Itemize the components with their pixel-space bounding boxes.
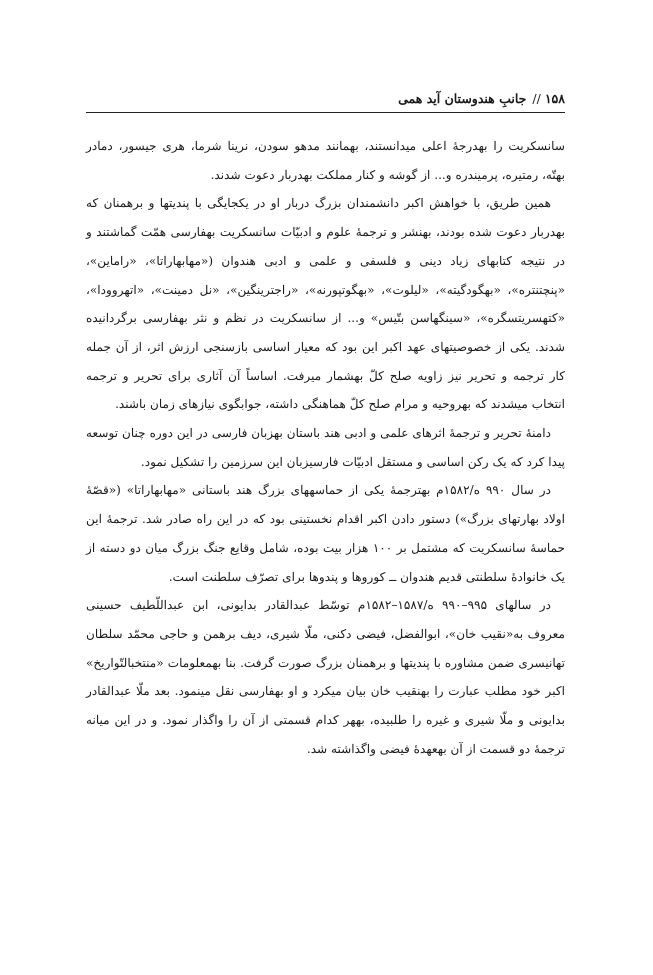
page-number: ۱۵۸ <box>544 91 565 106</box>
paragraph: در سال ۹۹۰ ه/۱۵۸۲م بهترجمهٔ یکی از حماسههای بزرگ هند باستانی «مهابهاراتا» («قصّهٔ اولاد بهارتهای بزرگ») دستور دادن اکبر اقدام نخستینی بود که در این راه صادر شد. ترجمهٔ این حماسهٔ سانسکریت که مشتمل بر ۱۰۰ هزار بیت بوده، شامل وقایع جنگ بزرگ میان دو دسته از یک خانوادهٔ سلطنتی قدیم هندوان ــ کوروها و پندوها برای تصرّف سلطنت است. <box>86 483 566 584</box>
header-separator: // <box>532 91 541 106</box>
body-text <box>86 132 565 763</box>
paragraph: دامنهٔ تحریر و ترجمهٔ اثرهای علمی و ادبی هند باستان بهزبان فارسی در این دوره چنان توسعه پیدا کرد که یک رکن اساسی و مستقل ادبیّات فارسیزبان این سرزمین را تشکیل نمود. <box>86 426 565 469</box>
running-title: جانبِ هندوستان آید همی <box>398 91 527 106</box>
book-page <box>86 84 565 844</box>
paragraph: همین طریق، با خواهش اکبر دانشمندان بزرگ دربار او در یکجایگی با پندیتها و برهمنان که بهدربار دعوت شده بودند، بهنشر و ترجمهٔ علوم و ادبیّات سانسکریت بهفارسی همّت گماشتند و در نتیجه کتابهای زیاد دینی و فلسفی و علمی و ادبی هندوان («مهابهاراتا»، «راماین»، «پنچتنتره»، «بهگودگیته»، «لیلوت»، «بهگوتپورنه»، «راجترینگین»، «نل دمینت»، «اتهروودا»، «کتهسریتسگره»، «سینگهاسن بتّیس» و... از سانسکریت در نظم و نثر بهفارسی برگردانیده شدند. یکی از خصوصیتهای عهد اکبر این بود که معیار اساسی بازسنجی ارزش اثر، از آن جمله کار ترجمه و تحریر نیز زاویه صلح کلّ بهشمار میرفت. اساساً آن آثاری برای تحریر و ترجمه انتخاب میشدند که بهروحیه و مرام صلح کلّ هماهنگی داشته، جوابگوی نیازهای زمان باشند. <box>86 196 565 412</box>
running-header <box>86 84 565 113</box>
paragraph: در سالهای ۹۹۵–۹۹۰ ه/۱۵۸۷–۱۵۸۲م توسّط عبدالقادر بدایونی، ابن عبداللّطیف حسینی معروف به«نقیب خان»، ابوالفضل، فیضی دکنی، ملّا شیری، دیف برهمن و حاجی محمّد سلطان تهانیسری ضمن مشاوره با پندیتها و برهمنان بزرگ صورت گرفت. بنا بهمعلومات «منتخبالتّواریخ» اکبر خود مطلب عبارت را بهنقیب خان بیان میکرد و او بهفارسی نقل مینمود. بعد ملّا عبدالقادر بدایونی و ملّا شیری و غیره را طلبیده، بههر کدام قسمتی از آن را واگذار نمود. و در این میانه ترجمهٔ دو قسمت از آن بهعهدهٔ فیضی واگذاشته شد. <box>86 598 565 756</box>
paragraph-continued: سانسکریت را بهدرجهٔ اعلی میدانستند، بهمانند مدهو سودن، نرینا شرما، هری جیسور، دمادر بهتّه، رمتیره، پرمیندره و... از گوشه و کنار مملکت بهدربار دعوت شدند. <box>86 139 565 182</box>
